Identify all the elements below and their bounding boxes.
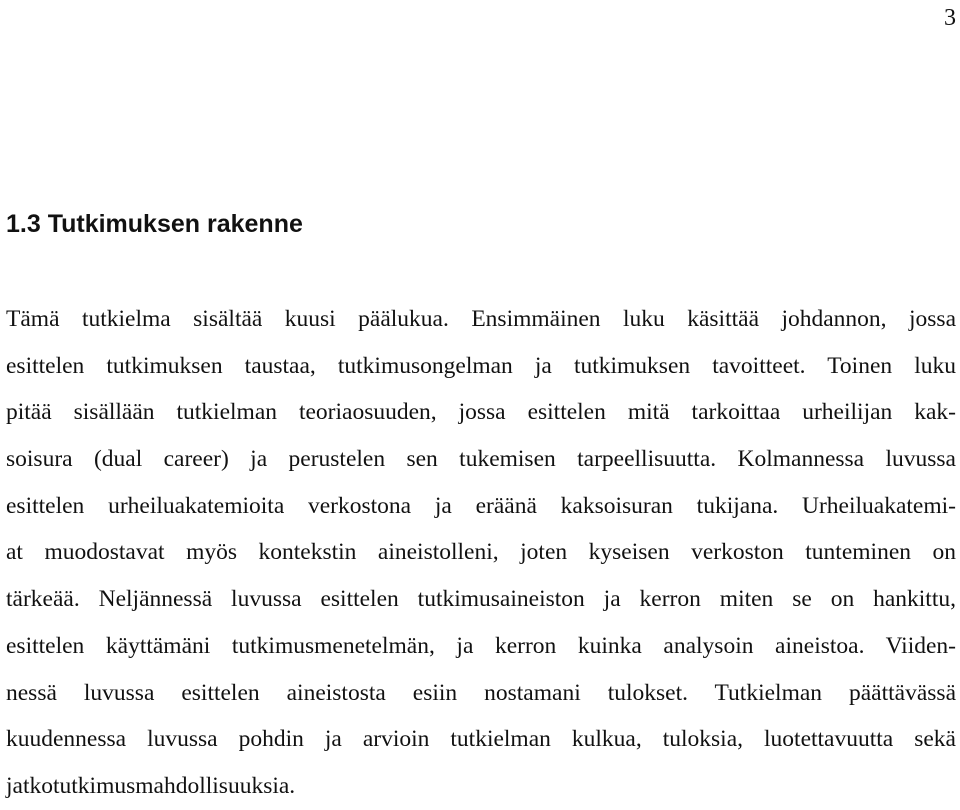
- body-line: esittelen käyttämäni tutkimusmenetelmän, ja kerron kuinka analysoin aineistoa. Viiden-: [6, 632, 956, 659]
- body-line: esittelen urheiluakatemioita verkostona ja eräänä kaksoisuran tukijana. Urheiluakatemi-: [6, 492, 956, 519]
- body-line: Tämä tutkielma sisältää kuusi päälukua. Ensimmäinen luku käsittää johdannon, jossa: [6, 306, 956, 332]
- section-heading: 1.3 Tutkimuksen rakenne: [6, 210, 303, 238]
- body-line: soisura (dual career) ja perustelen sen tukemisen tarpeellisuutta. Kolmannessa luvussa: [6, 446, 956, 473]
- body-line: jatkotutkimusmahdollisuuksia.: [6, 772, 296, 799]
- page-number: 3: [944, 5, 956, 31]
- body-line: nessä luvussa esittelen aineistosta esiin nostamani tulokset. Tutkielman päättävässä: [6, 679, 956, 706]
- body-line: esittelen tutkimuksen taustaa, tutkimusongelman ja tutkimuksen tavoitteet. Toinen luku: [6, 352, 956, 379]
- body-line: at muodostavat myös kontekstin aineistolleni, joten kyseisen verkoston tunteminen on: [6, 539, 956, 566]
- body-line: kuudennessa luvussa pohdin ja arvioin tutkielman kulkua, tuloksia, luotettavuutta sekä: [6, 726, 956, 753]
- body-line: pitää sisällään tutkielman teoriaosuuden, jossa esittelen mitä tarkoittaa urheilijan kak-: [6, 399, 956, 426]
- body-line: tärkeää. Neljännessä luvussa esittelen tutkimusaineiston ja kerron miten se on hankittu,: [6, 586, 956, 613]
- section-body: [6, 296, 956, 810]
